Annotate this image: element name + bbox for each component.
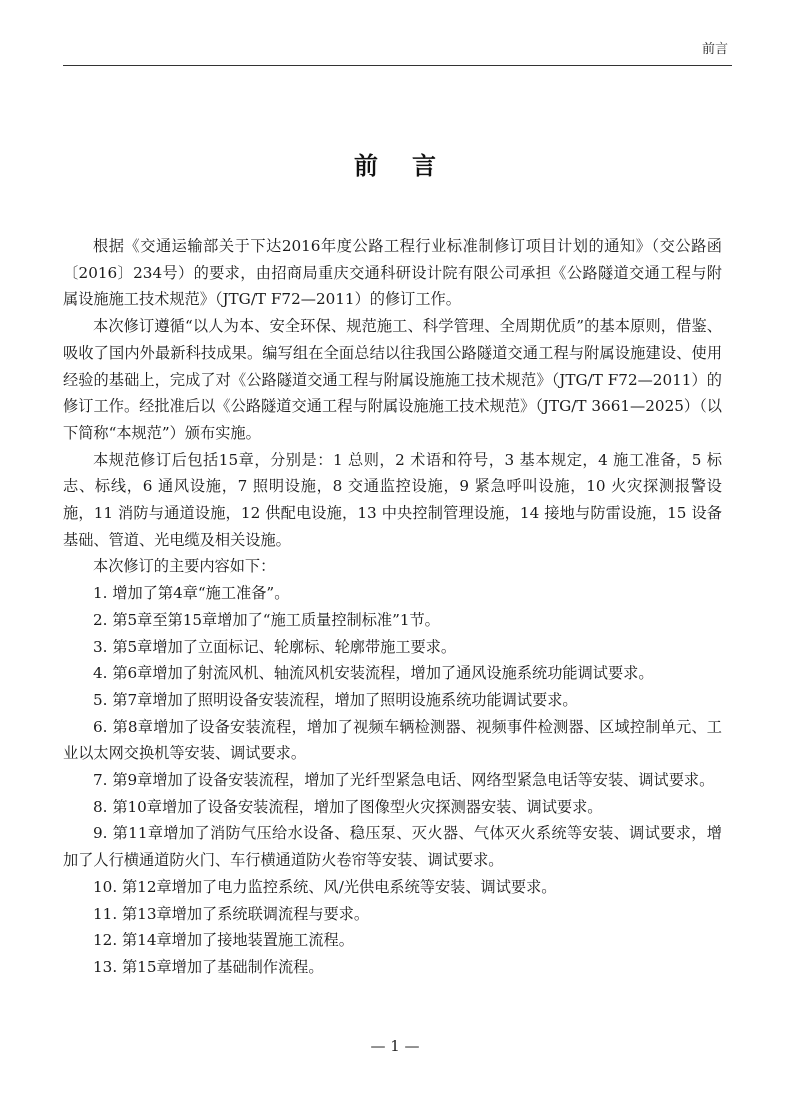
page-title: 前言 <box>354 152 470 180</box>
running-header: 前言 <box>701 42 728 57</box>
list-item: 3. 第5章增加了立面标记、轮廓标、轮廓带施工要求。 <box>93 637 457 656</box>
list-item: 13. 第15章增加了基础制作流程。 <box>93 957 324 976</box>
list-item: 9. 第11章增加了消防气压给水设备、稳压泵、灭火器、气体灭火系统等安装、调试要求，增加了人行横通道防火门、车行横通道防火卷帘等安装、调试要求。 <box>63 824 722 870</box>
list-item: 5. 第7章增加了照明设备安装流程，增加了照明设施系统功能调试要求。 <box>93 690 578 709</box>
paragraph-main-changes-lead: 本次修订的主要内容如下： <box>93 557 276 576</box>
paragraph-chapters: 本规范修订后包括15章，分别是：1 总则，2 术语和符号，3 基本规定，4 施工准备，5 标志、标线，6 通风设施，7 照明设施，8 交通监控设施，9 紧急呼叫设施，10 火灾探测报警设施，11 消防与通道设施，12 供配电设施，13 中央控制管理设施，14 接地与防雷设施，15 设备基础、管道、光电缆及相关设施。 <box>63 450 722 549</box>
list-item: 7. 第9章增加了设备安装流程，增加了光纤型紧急电话、网络型紧急电话等安装、调试要求。 <box>93 771 715 790</box>
list-item: 11. 第13章增加了系统联调流程与要求。 <box>93 904 370 923</box>
page-number: — 1 — <box>370 1037 420 1055</box>
header-rule <box>63 65 732 66</box>
body-text <box>63 233 722 981</box>
list-item: 8. 第10章增加了设备安装流程，增加了图像型火灾探测器安装、调试要求。 <box>93 797 603 816</box>
paragraph-intro: 根据《交通运输部关于下达2016年度公路工程行业标准制修订项目计划的通知》（交公路函〔2016〕234号）的要求，由招商局重庆交通科研设计院有限公司承担《公路隧道交通工程与附属设施施工技术规范》（JTG/T F72—2011）的修订工作。 <box>63 237 722 309</box>
list-item: 1. 增加了第4章“施工准备”。 <box>93 584 290 603</box>
list-item: 12. 第14章增加了接地装置施工流程。 <box>93 931 354 950</box>
paragraph-principles: 本次修订遵循“以人为本、安全环保、规范施工、科学管理、全周期优质”的基本原则，借鉴、吸收了国内外最新科技成果。编写组在全面总结以往我国公路隧道交通工程与附属设施建设、使用经验的基础上，完成了对《公路隧道交通工程与附属设施施工技术规范》（JTG/T F72—2011）的修订工作。经批准后以《公路隧道交通工程与附属设施施工技术规范》（JTG/T 3661—2025）（以下简称“本规范”）颁布实施。 <box>63 317 722 442</box>
list-item: 2. 第5章至第15章增加了“施工质量控制标准”1节。 <box>93 610 440 629</box>
list-item: 6. 第8章增加了设备安装流程，增加了视频车辆检测器、视频事件检测器、区域控制单元、工业以太网交换机等安装、调试要求。 <box>63 717 722 763</box>
list-item: 10. 第12章增加了电力监控系统、风/光供电系统等安装、调试要求。 <box>93 877 557 896</box>
list-item: 4. 第6章增加了射流风机、轴流风机安装流程，增加了通风设施系统功能调试要求。 <box>93 664 654 683</box>
